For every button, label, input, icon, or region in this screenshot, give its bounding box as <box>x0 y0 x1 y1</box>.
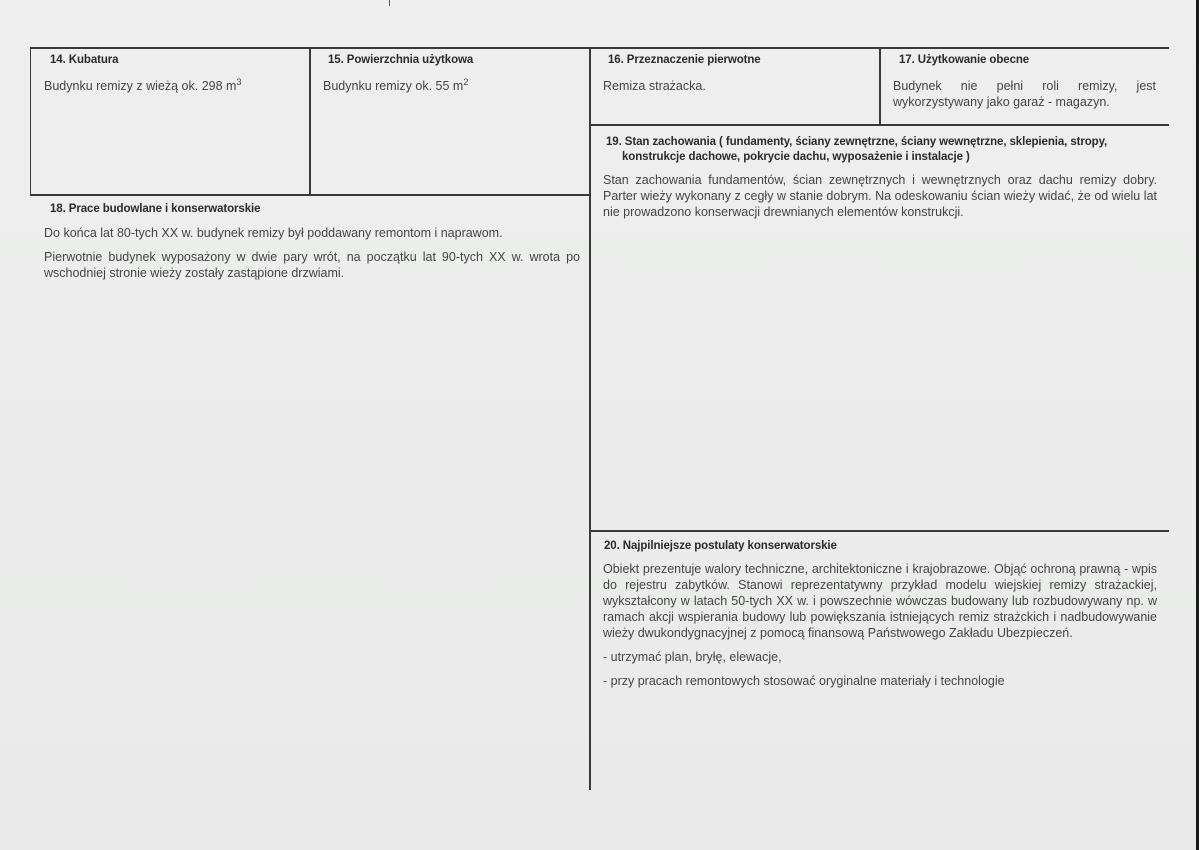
field-14-text: Budynku remizy z wieżą ok. 298 m <box>44 79 237 93</box>
field-18-paragraph: Do końca lat 80-tych XX w. budynek remizy był poddawany remontom i naprawom. <box>44 226 503 240</box>
col-rule-16-17 <box>879 47 881 126</box>
field-19-title <box>606 135 1161 165</box>
field-20-bullet: - utrzymać plan, bryłę, elewacje, <box>603 650 782 664</box>
field-15-text: Budynku remizy ok. 55 m <box>323 79 464 93</box>
field-14-unit-exponent: 3 <box>236 76 242 87</box>
field-19-value: Stan zachowania fundamentów, ścian zewnętrznych i wewnętrznych oraz dachu remizy dobry. Parter wieży wykonany z cegły w stanie dobrym. Na odeskowaniu ścian wieży widać, że od wielu lat nie prowadzono konserwacji drewnianych elementów konstrukcji. <box>603 173 1157 219</box>
field-17-value: Budynek nie pełni roli remizy, jest wykorzystywany jako garaż - magazyn. <box>893 79 1156 109</box>
field-14-title: 14. Kubatura <box>50 54 119 66</box>
field-19-title-line: 19. Stan zachowania ( fundamenty, ściany zewnętrzne, ściany wewnętrzne, sklepienia, stropy, <box>606 136 1108 148</box>
field-15-title: 15. Powierzchnia użytkowa <box>328 54 474 66</box>
top-rule <box>30 47 1169 49</box>
field-20-bullet: - przy pracach remontowych stosować oryginalne materiały i technologie <box>603 674 1005 688</box>
field-20-title: 20. Najpilniejsze postulaty konserwatorskie <box>604 540 837 552</box>
field-17-title: 17. Użytkowanie obecne <box>899 54 1030 66</box>
scan-mark <box>389 0 390 6</box>
field-18-title: 18. Prace budowlane i konserwatorskie <box>50 203 261 215</box>
field-16-title: 16. Przeznaczenie pierwotne <box>608 54 761 66</box>
field-19-title-line: konstrukcje dachowe, pokrycie dachu, wyposażenie i instalacje ) <box>622 151 970 163</box>
field-20-paragraph: Obiekt prezentuje walory techniczne, architektoniczne i krajobrazowe. Objąć ochroną prawną - wpis do rejestru zabytków. Stanowi reprezentatywny przykład modelu wiejskiej remizy strażackiej, wykształcony w latach 50-tych XX w. i powszechnie wówczas budowany lub rozbudowywany np. w ramach akcji wspierania budowy lub powiększania istniejących remiz strażckich i nadbudowywanie wieży dwukondygnacyjnej z pomocą finansową Państwowego Zakładu Ubezpieczeń. <box>603 562 1157 640</box>
field-18-body <box>44 225 580 289</box>
rule-19-20 <box>590 530 1169 532</box>
field-18-paragraph: Pierwotnie budynek wyposażony w dwie pary wrót, na początku lat 90-tych XX w. wrota po wschodniej stronie wieży zostały zastąpione drzwiami. <box>44 250 580 280</box>
col-rule-left-right <box>589 47 591 790</box>
field-20-body <box>603 561 1157 697</box>
col-rule-14-15 <box>309 47 311 196</box>
field-15-unit-exponent: 2 <box>463 76 469 87</box>
field-15-value <box>323 78 585 94</box>
field-16-value: Remiza strażacka. <box>603 79 706 93</box>
left-rule <box>30 47 31 196</box>
field-14-value <box>44 78 306 94</box>
